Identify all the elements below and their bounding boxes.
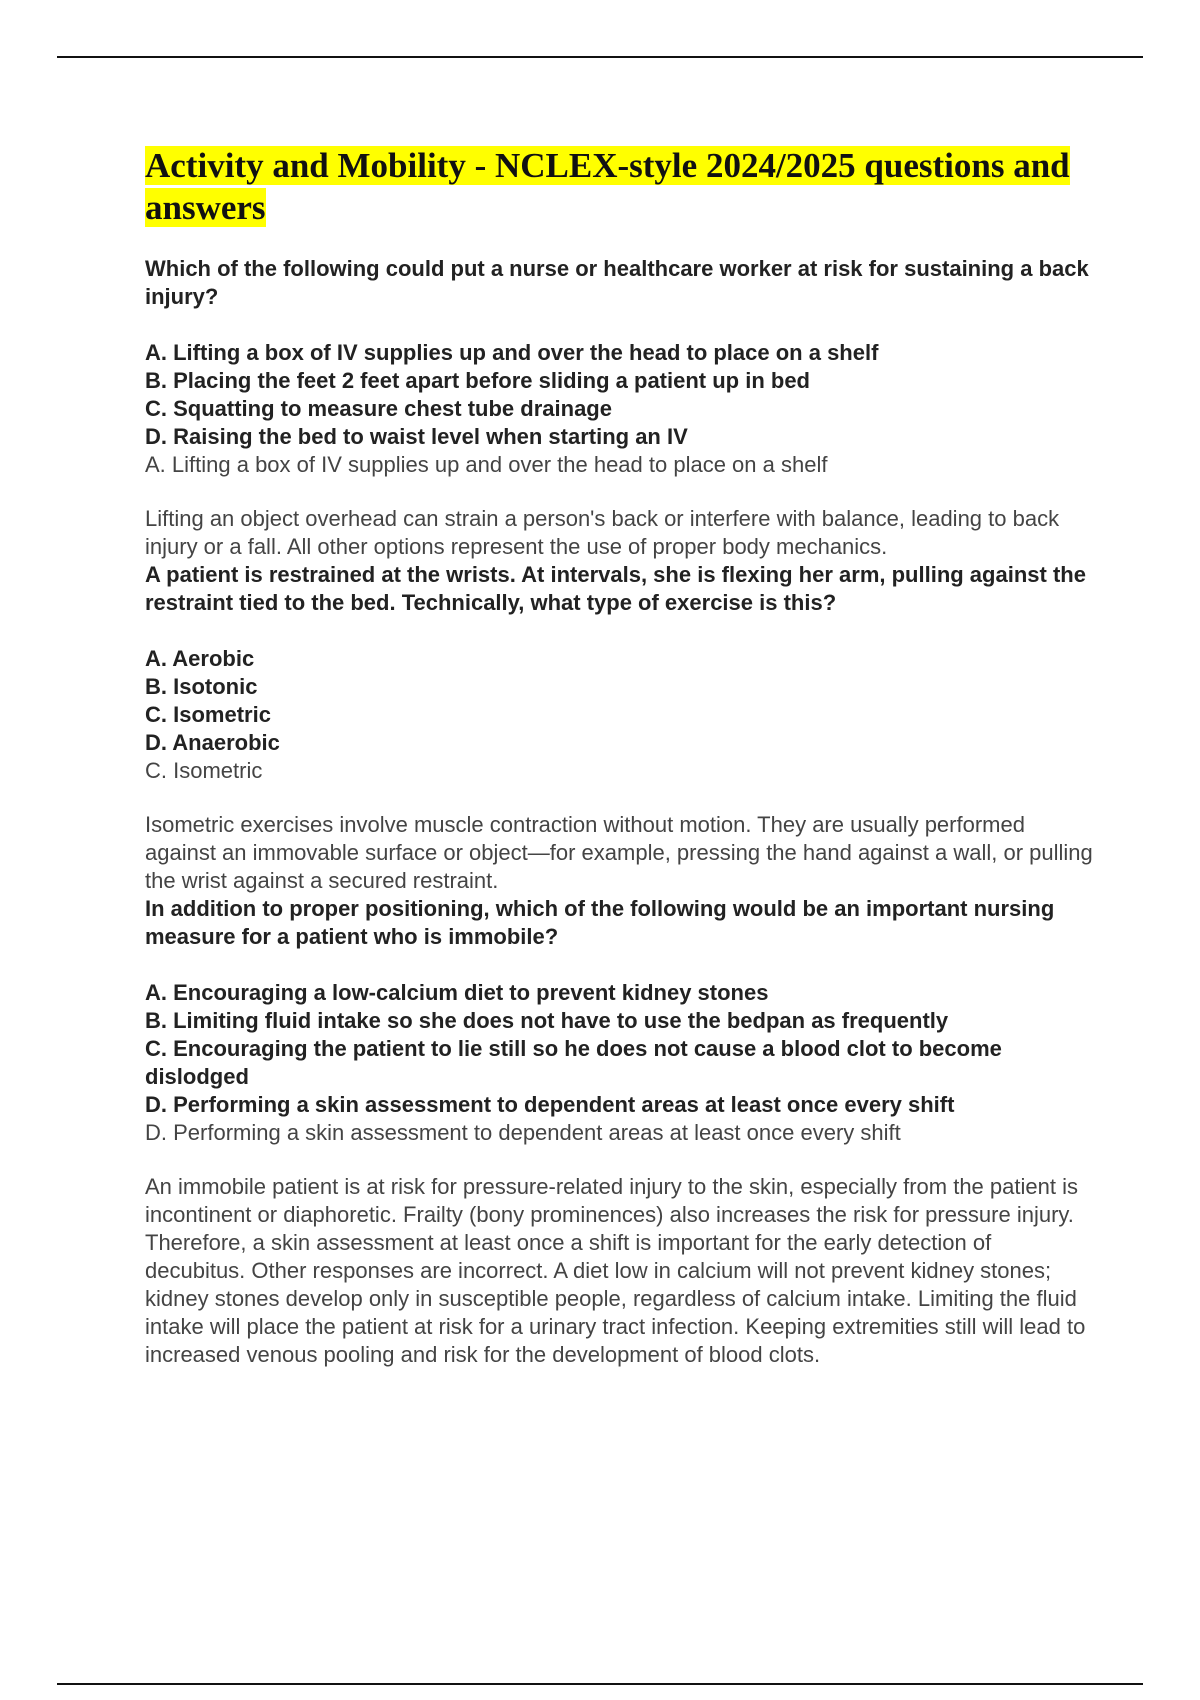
option-c: C. Encouraging the patient to lie still so he does not cause a blood clot to become dislodged (145, 1036, 1002, 1089)
answer-text: A. Lifting a box of IV supplies up and over the head to place on a shelf (145, 452, 828, 477)
question-block-3 (145, 895, 1095, 1369)
options-list (145, 645, 1095, 757)
option-d: D. Raising the bed to waist level when starting an IV (145, 424, 688, 449)
answer-text: C. Isometric (145, 758, 263, 783)
question-text: A patient is restrained at the wrists. At intervals, she is flexing her arm, pulling against the restraint tied to the bed. Technically, what type of exercise is this? (145, 562, 1086, 615)
option-b: B. Isotonic (145, 674, 258, 699)
option-b: B. Limiting fluid intake so she does not have to use the bedpan as frequently (145, 1008, 949, 1033)
explanation-text: Lifting an object overhead can strain a person's back or interfere with balance, leading to back injury or a fall. All other options represent the use of proper body mechanics. (145, 506, 1060, 559)
option-a: A. Lifting a box of IV supplies up and over the head to place on a shelf (145, 340, 879, 365)
option-d: D. Performing a skin assessment to dependent areas at least once every shift (145, 1092, 955, 1117)
question-text: Which of the following could put a nurse or healthcare worker at risk for sustaining a back injury? (145, 256, 1089, 309)
question-text: In addition to proper positioning, which of the following would be an important nursing measure for a patient who is immobile? (145, 896, 1055, 949)
answer-text: D. Performing a skin assessment to dependent areas at least once every shift (145, 1120, 901, 1145)
option-a: A. Encouraging a low-calcium diet to prevent kidney stones (145, 980, 769, 1005)
document-content (145, 145, 1095, 1369)
question-block-1 (145, 255, 1095, 561)
question-block-2 (145, 561, 1095, 895)
options-list (145, 339, 1095, 451)
option-d: D. Anaerobic (145, 730, 280, 755)
options-list (145, 979, 1095, 1119)
option-c: C. Squatting to measure chest tube drainage (145, 396, 612, 421)
option-a: A. Aerobic (145, 646, 255, 671)
top-rule (57, 56, 1143, 58)
bottom-rule (57, 1683, 1143, 1685)
option-c: C. Isometric (145, 702, 271, 727)
option-b: B. Placing the feet 2 feet apart before sliding a patient up in bed (145, 368, 810, 393)
page-title: Activity and Mobility - NCLEX-style 2024/2025 questions and answers (145, 146, 1070, 227)
explanation-text: An immobile patient is at risk for pressure-related injury to the skin, especially from the patient is incontinent or diaphoretic. Frailty (bony prominences) also increases the risk for pressure injury. Therefore, a skin assessment at least once a shift is important for the early detection of decubitus. Other responses are incorrect. A diet low in calcium will not prevent kidney stones; kidney stones develop only in susceptible people, regardless of calcium intake. Limiting the fluid intake will place the patient at risk for a urinary tract infection. Keeping extremities still will lead to increased venous pooling and risk for the development of blood clots. (145, 1174, 1086, 1367)
explanation-text: Isometric exercises involve muscle contraction without motion. They are usually performed against an immovable surface or object—for example, pressing the hand against a wall, or pulling the wrist against a secured restraint. (145, 812, 1093, 893)
